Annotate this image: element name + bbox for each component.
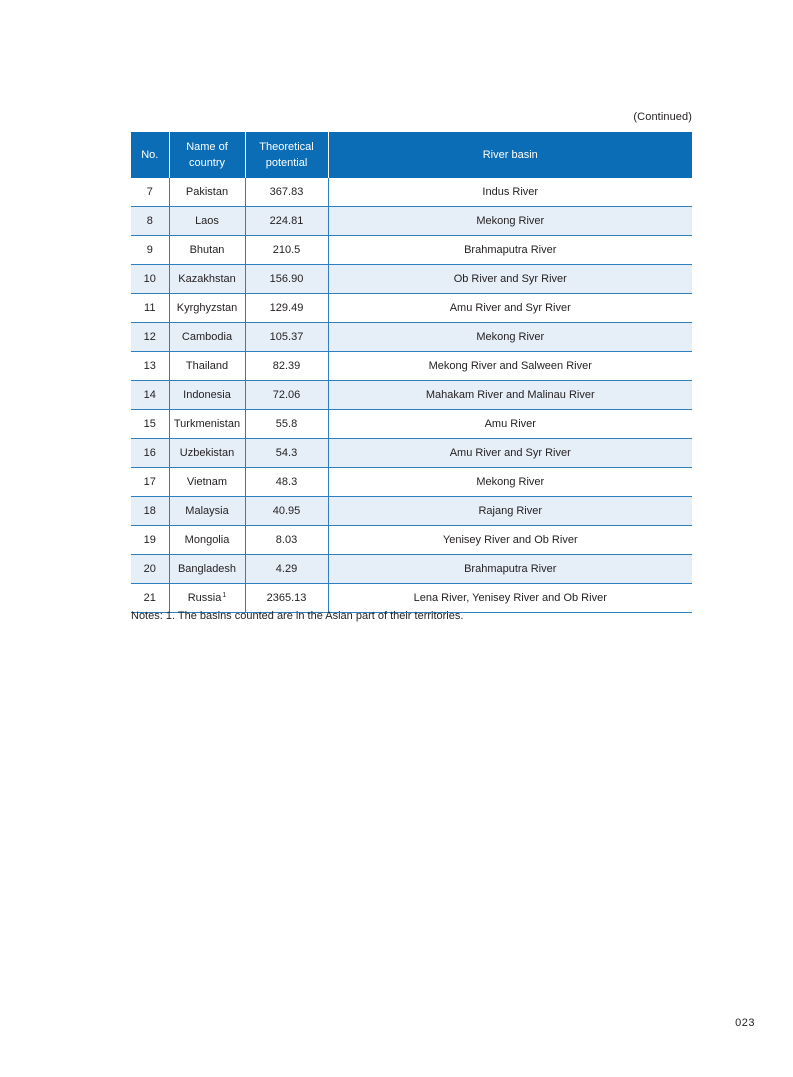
table-row <box>131 410 692 439</box>
cell-basin-text: Amu River and Syr River <box>449 302 571 314</box>
cell-no <box>131 207 169 236</box>
cell-basin-text: Rajang River <box>478 505 543 517</box>
table-row <box>131 323 692 352</box>
cell-basin-text: Mekong River <box>476 331 545 343</box>
table-notes: Notes: 1. The basins counted are in the Asian part of their territories. <box>131 610 464 622</box>
cell-basin <box>328 265 692 294</box>
cell-basin-text: Amu River and Syr River <box>449 447 571 459</box>
cell-basin-text: Amu River <box>484 418 536 430</box>
cell-country <box>169 381 245 410</box>
cell-country-text: Kyrghyzstan <box>176 302 238 314</box>
table-body <box>131 178 692 613</box>
cell-basin-text: Yenisey River and Ob River <box>442 534 578 546</box>
cell-basin <box>328 236 692 265</box>
cell-basin <box>328 323 692 352</box>
cell-no-text: 14 <box>143 389 156 401</box>
cell-basin-text: Mekong River <box>476 476 545 488</box>
cell-potential <box>245 555 328 584</box>
continued-label: (Continued) <box>633 111 692 123</box>
cell-no <box>131 178 169 207</box>
table-row <box>131 555 692 584</box>
cell-no <box>131 584 169 613</box>
cell-basin <box>328 207 692 236</box>
cell-country-text: Russia <box>187 592 222 604</box>
cell-no <box>131 352 169 381</box>
cell-country-text: Mongolia <box>184 534 230 546</box>
cell-no <box>131 323 169 352</box>
table-row <box>131 526 692 555</box>
cell-basin-text: Brahmaputra River <box>464 244 557 256</box>
table-row <box>131 207 692 236</box>
cell-potential <box>245 410 328 439</box>
cell-potential-text: 105.37 <box>269 331 304 343</box>
cell-potential <box>245 526 328 555</box>
cell-country <box>169 526 245 555</box>
cell-potential <box>245 178 328 207</box>
cell-no <box>131 468 169 497</box>
cell-country <box>169 294 245 323</box>
header-basin: River basin <box>328 132 692 178</box>
page-number: 023 <box>735 1017 755 1029</box>
cell-country <box>169 352 245 381</box>
cell-basin-text: Brahmaputra River <box>464 563 557 575</box>
cell-potential-text: 40.95 <box>272 505 301 517</box>
cell-basin-text: Mekong River and Salween River <box>428 360 592 372</box>
cell-country <box>169 468 245 497</box>
cell-potential-text: 48.3 <box>275 476 298 488</box>
cell-basin <box>328 294 692 323</box>
cell-no-text: 20 <box>143 563 156 575</box>
cell-basin <box>328 468 692 497</box>
table-row <box>131 294 692 323</box>
cell-basin-text: Lena River, Yenisey River and Ob River <box>413 592 607 604</box>
cell-no-text: 16 <box>143 447 156 459</box>
cell-basin <box>328 526 692 555</box>
header-potential <box>245 132 328 178</box>
cell-country-text: Malaysia <box>185 505 229 517</box>
cell-basin <box>328 410 692 439</box>
cell-basin-text: Mahakam River and Malinau River <box>425 389 595 401</box>
cell-no-text: 12 <box>143 331 156 343</box>
cell-basin-text: Mekong River <box>476 215 545 227</box>
cell-basin <box>328 439 692 468</box>
table-row <box>131 439 692 468</box>
cell-country-text: Cambodia <box>181 331 233 343</box>
cell-potential <box>245 323 328 352</box>
cell-potential-text: 55.8 <box>275 418 298 430</box>
cell-basin <box>328 381 692 410</box>
cell-no <box>131 294 169 323</box>
cell-country <box>169 178 245 207</box>
cell-potential <box>245 468 328 497</box>
cell-potential-text: 156.90 <box>269 273 304 285</box>
table-row <box>131 497 692 526</box>
cell-country-text: Bangladesh <box>177 563 237 575</box>
header-no: No. <box>131 132 169 178</box>
cell-potential-text: 72.06 <box>272 389 301 401</box>
cell-no-text: 19 <box>143 534 156 546</box>
cell-no-text: 15 <box>143 418 156 430</box>
cell-basin <box>328 497 692 526</box>
cell-country <box>169 439 245 468</box>
table-row <box>131 468 692 497</box>
cell-no-text: 21 <box>143 592 156 604</box>
cell-no <box>131 236 169 265</box>
cell-potential <box>245 584 328 613</box>
cell-basin-text: Indus River <box>482 186 539 198</box>
cell-potential <box>245 236 328 265</box>
table-row <box>131 265 692 294</box>
cell-country <box>169 236 245 265</box>
cell-country <box>169 323 245 352</box>
cell-country <box>169 410 245 439</box>
cell-no <box>131 497 169 526</box>
cell-no-text: 17 <box>143 476 156 488</box>
cell-potential <box>245 497 328 526</box>
header-potential-line1: Theoretical <box>259 141 314 153</box>
cell-country <box>169 265 245 294</box>
cell-no-text: 9 <box>146 244 153 256</box>
cell-potential-text: 2365.13 <box>266 592 307 604</box>
cell-country-text: Thailand <box>185 360 229 372</box>
cell-no-text: 10 <box>143 273 156 285</box>
header-potential-line2: potential <box>265 157 308 169</box>
cell-potential-text: 224.81 <box>269 215 304 227</box>
cell-country-text: Indonesia <box>183 389 231 401</box>
cell-potential <box>245 265 328 294</box>
cell-potential <box>245 352 328 381</box>
cell-no-text: 13 <box>143 360 156 372</box>
header-country <box>169 132 245 178</box>
cell-potential <box>245 439 328 468</box>
cell-potential-text: 129.49 <box>269 302 304 314</box>
cell-potential-text: 8.03 <box>275 534 298 546</box>
cell-no <box>131 265 169 294</box>
cell-country <box>169 584 245 613</box>
table-header-row <box>131 132 692 178</box>
table-row <box>131 352 692 381</box>
cell-potential-text: 367.83 <box>269 186 304 198</box>
cell-no-text: 7 <box>146 186 153 198</box>
cell-potential-text: 54.3 <box>275 447 298 459</box>
table-row <box>131 584 692 613</box>
cell-country-text: Pakistan <box>185 186 229 198</box>
header-country-line2: country <box>188 157 226 169</box>
cell-no <box>131 439 169 468</box>
header-country-line1: Name of <box>186 141 228 153</box>
table-row <box>131 381 692 410</box>
cell-country-text: Kazakhstan <box>178 273 236 285</box>
river-basin-table <box>131 132 692 613</box>
table-row <box>131 178 692 207</box>
cell-potential <box>245 381 328 410</box>
cell-country-text: Laos <box>195 215 219 227</box>
cell-basin-text: Ob River and Syr River <box>453 273 567 285</box>
cell-potential-text: 210.5 <box>272 244 301 256</box>
cell-potential <box>245 294 328 323</box>
cell-potential-text: 82.39 <box>272 360 301 372</box>
cell-country-text: Bhutan <box>189 244 225 256</box>
cell-basin <box>328 584 692 613</box>
table-row <box>131 236 692 265</box>
cell-no-text: 18 <box>143 505 156 517</box>
cell-basin <box>328 555 692 584</box>
cell-country <box>169 555 245 584</box>
cell-country <box>169 497 245 526</box>
cell-no <box>131 555 169 584</box>
cell-no <box>131 381 169 410</box>
footnote-marker: 1 <box>222 592 227 599</box>
cell-potential-text: 4.29 <box>275 563 298 575</box>
cell-basin <box>328 178 692 207</box>
cell-country-text: Turkmenistan <box>173 418 241 430</box>
cell-basin <box>328 352 692 381</box>
cell-country-text: Uzbekistan <box>179 447 235 459</box>
cell-no-text: 8 <box>146 215 153 227</box>
cell-no-text: 11 <box>144 302 156 314</box>
cell-country-text: Vietnam <box>186 476 228 488</box>
cell-no <box>131 410 169 439</box>
cell-no <box>131 526 169 555</box>
cell-potential <box>245 207 328 236</box>
cell-country <box>169 207 245 236</box>
